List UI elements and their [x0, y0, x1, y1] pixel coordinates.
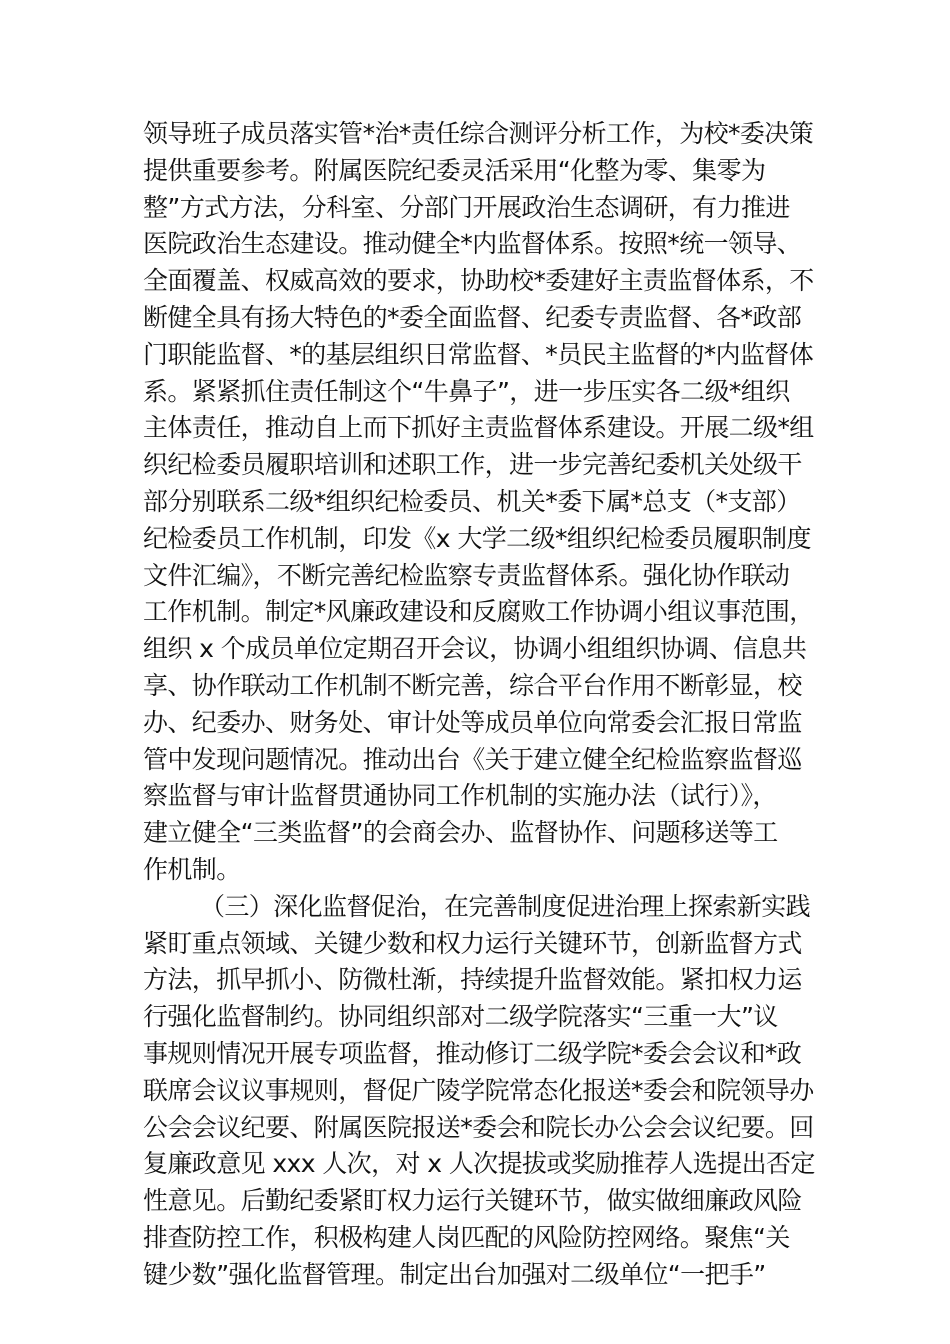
- text-line: 管中发现问题情况。推动出台《关于建立健全纪检监察监督巡: [143, 744, 802, 774]
- text-line: 享、协作联动工作机制不断完善，综合平台作用不断彰显，校: [143, 670, 802, 700]
- text-line: 系。紧紧抓住责任制这个“牛鼻子”，进一步压实各二级*组织: [143, 376, 790, 406]
- text-line: 键少数”强化监督管理。制定出台加强对二级单位“一把手”: [143, 1259, 766, 1289]
- text-line: 复廉政意见 xxx 人次，对 x 人次提拔或奖励推荐人选提出否定: [143, 1149, 815, 1179]
- text-line: 排查防控工作，积极构建人岗匹配的风险防控网络。聚焦“关: [143, 1222, 790, 1252]
- text-line: 工作机制。制定*风廉政建设和反腐败工作协调小组议事范围，: [143, 597, 814, 627]
- text-line: 方法，抓早抓小、防微杜渐，持续提升监督效能。紧扣权力运: [143, 965, 802, 995]
- text-line: 公会会议纪要、附属医院报送*委会和院长办公会会议纪要。回: [143, 1112, 814, 1142]
- text-line: 行强化监督制约。协同组织部对二级学院落实“三重一大”议: [143, 1002, 778, 1032]
- section-heading-line: （三）深化监督促治，在完善制度促进治理上探索新实践: [200, 891, 811, 921]
- text-line: 性意见。后勤纪委紧盯权力运行关键环节，做实做细廉政风险: [143, 1186, 802, 1216]
- text-line: 部分别联系二级*组织纪检委员、机关*委下属*总支（*支部）: [143, 486, 801, 516]
- text-line: 医院政治生态建设。推动健全*内监督体系。按照*统一领导、: [143, 229, 802, 259]
- text-line: 整”方式方法，分科室、分部门开展政治生态调研，有力推进: [143, 192, 790, 222]
- text-line: 门职能监督、*的基层组织日常监督、*员民主监督的*内监督体: [143, 339, 814, 369]
- text-line: 织纪检委员履职培训和述职工作，进一步完善纪委机关处级干: [143, 450, 802, 480]
- text-line: 领导班子成员落实管*治*责任综合测评分析工作，为校*委决策: [143, 119, 814, 148]
- text-line: 断健全具有扬大特色的*委全面监督、纪委专责监督、各*政部: [143, 302, 802, 332]
- text-line: 事规则情况开展专项监督，推动修订二级学院*委会会议和*政: [143, 1038, 802, 1068]
- text-line: 文件汇编》，不断完善纪检监察专责监督体系。强化协作联动: [143, 560, 790, 590]
- text-line: 建立健全“三类监督”的会商会办、监督协作、问题移送等工: [143, 818, 778, 848]
- text-line: 全面覆盖、权威高效的要求，协助校*委建好主责监督体系，不: [143, 266, 814, 296]
- text-line: 紧盯重点领域、关键少数和权力运行关键环节，创新监督方式: [143, 928, 802, 958]
- text-line: 办、纪委办、财务处、审计处等成员单位向常委会汇报日常监: [143, 707, 802, 737]
- text-line: 察监督与审计监督贯通协同工作机制的实施办法（试行）》，: [143, 781, 777, 811]
- body-text: [143, 116, 823, 1294]
- text-line: 主体责任，推动自上而下抓好主责监督体系建设。开展二级*组: [143, 413, 814, 443]
- text-line: 联席会议议事规则，督促广陵学院常态化报送*委会和院领导办: [143, 1075, 814, 1105]
- text-line: 提供重要参考。附属医院纪委灵活采用“化整为零、集零为: [143, 155, 766, 185]
- text-line: 组织 x 个成员单位定期召开会议，协调小组组织协调、信息共: [143, 634, 807, 664]
- text-line: 作机制。: [143, 854, 241, 884]
- text-line: 纪检委员工作机制，印发《x 大学二级*组织纪检委员履职制度: [143, 523, 811, 553]
